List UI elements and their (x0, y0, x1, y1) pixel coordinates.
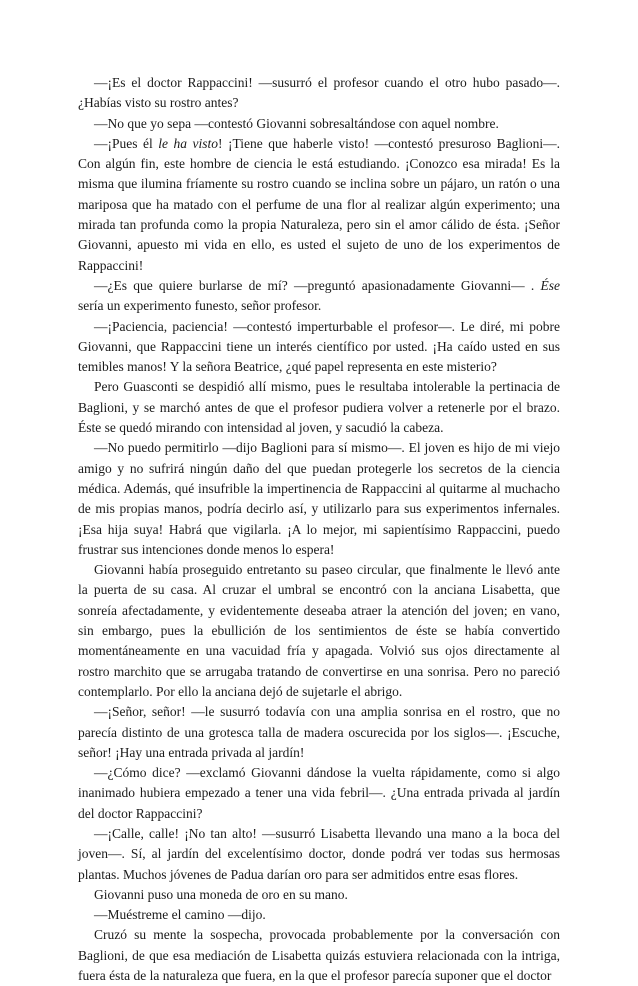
italic-emphasis: le ha visto (158, 135, 218, 151)
paragraph: —¿Cómo dice? —exclamó Giovanni dándose la vuelta rápidamente, como si algo inanimado hubiera empezado a tener una vida febril—. ¿Una entrada privada al jardín del doctor Rappaccini? (78, 765, 560, 821)
paragraph (78, 134, 560, 276)
paragraph: Pero Guasconti se despidió allí mismo, pues le resultaba intolerable la pertinacia de Baglioni, y se marchó antes de que el profesor pudiera volver a retenerle por el brazo. Éste se quedó mirando con intensidad al joven, y sacudió la cabeza. (78, 379, 560, 436)
text-run: ! ¡Tiene que haberle visto! —contestó presuroso Baglioni—. Con algún fin, este hombre de ciencia le está estudiando. ¡Conozco esa mirada! Es la misma que ilumina fríamente su rostro cuando se inclina sobre un pájaro, un ratón o una mariposa que ha matado con el perfume de una flor al realizar algún experimento; una mirada tan profunda como la propia Naturaleza, pero sin el amor cálido de ésta. ¡Señor Giovanni, apuesto mi vida en ello, es usted el sujeto de uno de los experimentos de Rappaccini! (78, 135, 560, 273)
paragraph: —¡Señor, señor! —le susurró todavía con una amplia sonrisa en el rostro, que no parecía distinto de una grotesca talla de madera oscurecida por los siglos—. ¡Escuche, señor! ¡Hay una entrada privada al jardín! (78, 704, 560, 760)
paragraph: —Muéstreme el camino —dijo. (94, 907, 266, 923)
paragraph: Cruzó su mente la sospecha, provocada probablemente por la conversación con Baglioni, de que esa mediación de Lisabetta quizás estuviera relacionada con la intriga, fuera ésta de la naturaleza que fuera, en la que el profesor parecía suponer que el doctor (78, 927, 560, 984)
paragraph: Giovanni puso una moneda de oro en su mano. (94, 886, 348, 902)
text-run: —¡Pues él (94, 135, 159, 151)
paragraph: —¡Es el doctor Rappaccini! —susurró el profesor cuando el otro hubo pasado—. ¿Habías visto su rostro antes? (78, 75, 560, 111)
text-run: sería un experimento funesto, señor profesor. (78, 298, 322, 314)
text-run: —¿Es que quiere burlarse de mí? —preguntó apasionadamente Giovanni— . (94, 277, 541, 293)
paragraph: —¡Calle, calle! ¡No tan alto! —susurró Lisabetta llevando una mano a la boca del joven—. Sí, al jardín del excelentísimo doctor, donde podrá ver todas sus hermosas plantas. Muchos jóvenes de Padua darían oro para ser admitidos entre esas flores. (78, 825, 560, 882)
paragraph: —¡Paciencia, paciencia! —contestó imperturbable el profesor—. Le diré, mi pobre Giovanni, que Rappaccini tiene un interés científico por usted. ¡Ha caído usted en sus temibles manos! Y la señora Beatrice, ¿qué papel representa en este misterio? (78, 318, 560, 375)
page-body (78, 73, 560, 986)
paragraph (78, 276, 560, 317)
paragraph: Giovanni había proseguido entretanto su paseo circular, que finalmente le llevó ante la puerta de su casa. Al cruzar el umbral se encontró con la anciana Lisabetta, que sonreía afectadamente, y evidentemente deseaba atraer la atención del joven; en vano, sin embargo, pues la ebullición de los sentimientos de éste se había convertido momentáneamente en una vacuidad fría y apagada. Volvió sus ojos directamente al rostro marchito que se arrugaba tratando de convertirse en una sonrisa. Pero no pareció contemplarlo. Por ello la anciana dejó de sujetarle el abrigo. (78, 562, 560, 699)
paragraph: —No que yo sepa —contestó Giovanni sobresaltándose con aquel nombre. (94, 115, 499, 131)
italic-emphasis: Ése (540, 277, 560, 293)
paragraph: —No puedo permitirlo —dijo Baglioni para sí mismo—. El joven es hijo de mi viejo amigo y no sufrirá ningún daño del que puedan protegerle los secretos de la ciencia médica. Además, qué insufrible la impertinencia de Rappaccini al quitarme al muchacho de mis propias manos, podría decirlo así, y utilizarlo para sus experimentos infernales. ¡Esa hija suya! Habrá que vigilarla. ¡A lo mejor, mi sapientísimo Rappaccini, puedo frustrar sus intenciones donde menos lo espera! (78, 440, 560, 557)
